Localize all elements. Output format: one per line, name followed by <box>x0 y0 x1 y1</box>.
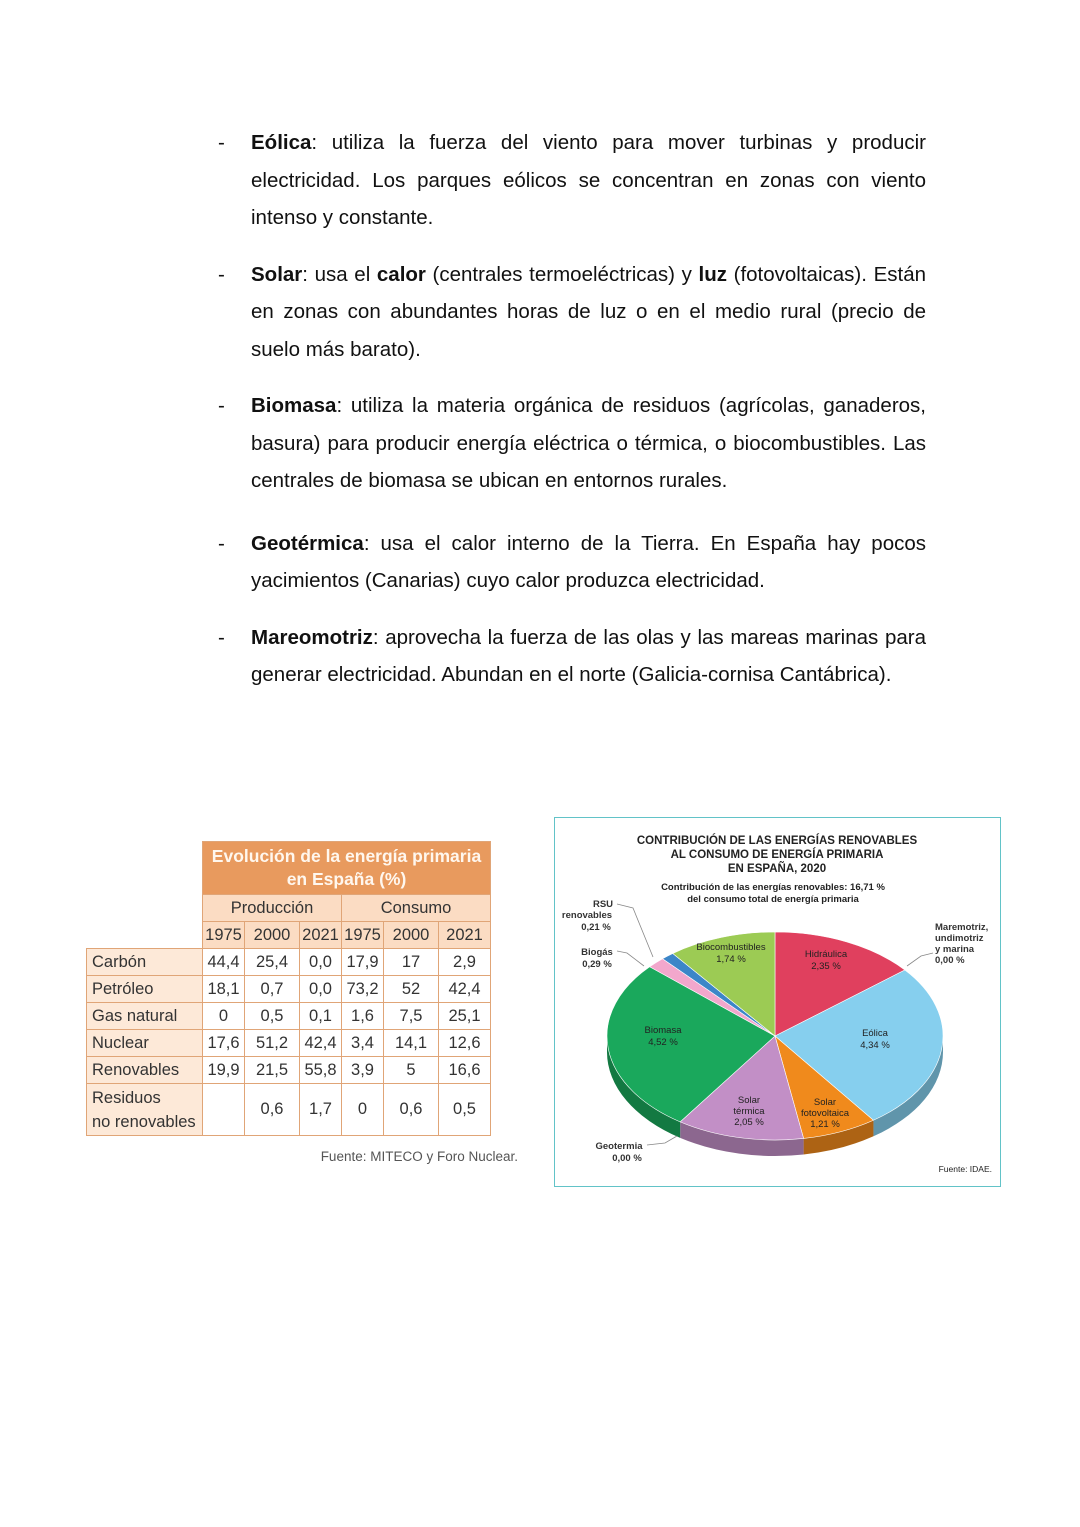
row-label: Petróleo <box>87 976 203 1003</box>
bullet-dash: - <box>218 531 225 555</box>
text-solar-a: : usa el <box>302 262 377 286</box>
table-cell: 21,5 <box>245 1057 300 1084</box>
chart-title-line1: CONTRIBUCIÓN DE LAS ENERGÍAS RENOVABLES <box>636 835 918 847</box>
table-cell: 0,0 <box>300 949 342 976</box>
table-row <box>87 1003 491 1030</box>
slice-label-name: renovables <box>561 910 613 921</box>
year-header: 2000 <box>384 922 439 949</box>
slice-label-value: 1,21 % <box>810 1119 840 1130</box>
table-cell: 25,1 <box>439 1003 491 1030</box>
text-solar-b: (centrales termoeléctricas) y <box>425 262 699 286</box>
row-label: Carbón <box>87 949 203 976</box>
table-cell: 0,6 <box>384 1084 439 1136</box>
slice-label-value: 0,21 % <box>581 922 611 933</box>
table-cell <box>203 1084 245 1136</box>
table-cell: 0,7 <box>245 976 300 1003</box>
table-cell: 1,6 <box>342 1003 384 1030</box>
slice-label-name: Solar <box>737 1095 761 1106</box>
list-item-geotermica <box>218 525 926 600</box>
table-cell: 7,5 <box>384 1003 439 1030</box>
table-corner <box>87 842 203 895</box>
row-label-line1: Residuos <box>92 1088 161 1107</box>
table-cell: 0,6 <box>245 1084 300 1136</box>
leader-line <box>617 951 644 966</box>
term-eolica: Eólica <box>251 131 312 154</box>
table-title <box>203 842 491 895</box>
table-row <box>87 949 491 976</box>
pie-chart <box>555 818 1000 1186</box>
table-cell: 44,4 <box>203 949 245 976</box>
slice-label-value: 2,35 % <box>811 961 841 972</box>
bullet-dash: - <box>218 394 225 417</box>
list-item-eolica <box>218 124 926 237</box>
energy-table-figure <box>86 841 526 1136</box>
table-cell: 52 <box>384 976 439 1003</box>
table-cell: 51,2 <box>245 1030 300 1057</box>
table-cell: 19,9 <box>203 1057 245 1084</box>
slice-label-name: Biogás <box>581 947 613 958</box>
slice-label-name: Hidráulica <box>804 949 848 960</box>
table-cell: 0,0 <box>300 976 342 1003</box>
chart-subtitle-line1: Contribución de las energías renovables: 16,71 % <box>661 882 885 893</box>
slice-label-name: Maremotriz, <box>935 922 989 933</box>
table-cell: 0,1 <box>300 1003 342 1030</box>
leader-line <box>617 904 653 957</box>
list-item-solar <box>218 256 926 369</box>
slice-label-name: y marina <box>935 944 975 955</box>
text-geotermica: : usa el calor interno de la Tierra. En España hay pocos yacimientos (Canarias) cuyo calor produzca electricidad. <box>251 531 926 592</box>
row-label: Renovables <box>87 1057 203 1084</box>
text-solar-c: (fotovoltaicas). Están en zonas con abundantes horas de luz o en el medio rural (precio de suelo más barato). <box>251 262 926 361</box>
table-cell: 2,9 <box>439 949 491 976</box>
slice-label-name: Geotermia <box>595 1141 643 1152</box>
table-cell: 25,4 <box>245 949 300 976</box>
table-source: Fuente: MITECO y Foro Nuclear. <box>320 1149 518 1164</box>
slice-label-name: undimotriz <box>935 933 984 944</box>
table-cell: 3,9 <box>342 1057 384 1084</box>
term-solar: Solar <box>251 262 303 286</box>
leader-line <box>647 1136 677 1145</box>
table-row <box>87 1030 491 1057</box>
table-row <box>87 976 491 1003</box>
table-cell: 3,4 <box>342 1030 384 1057</box>
slice-label-value: 1,74 % <box>716 954 746 965</box>
table-cell: 0 <box>342 1084 384 1136</box>
term-mareomotriz: Mareomotriz <box>251 625 373 649</box>
slice-label-value: 0,00 % <box>935 955 965 966</box>
chart-title-line3: EN ESPAÑA, 2020 <box>727 863 827 875</box>
table-row <box>87 1057 491 1084</box>
table-cell: 5 <box>384 1057 439 1084</box>
energy-table <box>86 841 491 1136</box>
slice-label-name: Biocombustibles <box>696 942 766 953</box>
table-corner <box>87 922 203 949</box>
year-header: 1975 <box>203 922 245 949</box>
bold-calor: calor <box>376 262 426 286</box>
bold-luz: luz <box>698 262 727 286</box>
text-eolica: : utiliza la fuerza del viento para mover turbinas y producir electricidad. Los parques eólicos se concentran en zonas con viento intenso y constante. <box>251 131 926 229</box>
table-cell: 18,1 <box>203 976 245 1003</box>
table-cell: 17,9 <box>342 949 384 976</box>
slice-label-name: térmica <box>733 1106 765 1117</box>
slice-label-value: 4,34 % <box>860 1040 890 1051</box>
slice-label-name: Solar <box>813 1097 837 1108</box>
year-header: 2021 <box>300 922 342 949</box>
term-geotermica: Geotérmica <box>251 531 364 555</box>
slice-label-value: 2,05 % <box>734 1117 764 1128</box>
table-corner <box>87 895 203 922</box>
table-cell: 1,7 <box>300 1084 342 1136</box>
table-title-line2: en España (%) <box>286 869 407 889</box>
bullet-dash: - <box>218 131 225 154</box>
table-cell: 12,6 <box>439 1030 491 1057</box>
slice-label-name: fotovoltaica <box>800 1108 850 1119</box>
chart-source: Fuente: IDAE. <box>938 1164 992 1174</box>
slice-label-value: 0,29 % <box>582 959 612 970</box>
slice-label-name: Biomasa <box>644 1025 682 1036</box>
table-cell: 55,8 <box>300 1057 342 1084</box>
group-header-production: Producción <box>203 895 342 922</box>
table-title-line1: Evolución de la energía primaria <box>211 846 482 866</box>
pie-chart-figure <box>554 817 1001 1187</box>
table-cell: 42,4 <box>300 1030 342 1057</box>
text-mareomotriz: : aprovecha la fuerza de las olas y las mareas marinas para generar electricidad. Abundan en el norte (Galicia-cornisa Cantábrica). <box>251 625 926 686</box>
chart-title-line2: AL CONSUMO DE ENERGÍA PRIMARIA <box>670 849 884 861</box>
bullet-list <box>218 124 926 694</box>
bullet-dash: - <box>218 625 225 649</box>
row-label-line2: no renovables <box>92 1112 196 1131</box>
text-biomasa: : utiliza la materia orgánica de residuos (agrícolas, ganaderos, basura) para producir energía eléctrica o térmica, o biocombustibles. Las centrales de biomasa se ubican en entornos rurales. <box>251 394 926 492</box>
slice-label-value: 0,00 % <box>612 1153 642 1164</box>
table-cell: 17,6 <box>203 1030 245 1057</box>
table-cell: 73,2 <box>342 976 384 1003</box>
leader-line <box>907 953 933 966</box>
table-cell: 16,6 <box>439 1057 491 1084</box>
row-label <box>87 1084 203 1136</box>
table-cell: 0,5 <box>439 1084 491 1136</box>
slice-label-value: 4,52 % <box>648 1037 678 1048</box>
slice-label-name: Eólica <box>862 1028 888 1039</box>
row-label: Gas natural <box>87 1003 203 1030</box>
list-item-biomasa <box>218 387 926 500</box>
table-cell: 0,5 <box>245 1003 300 1030</box>
group-header-consumption: Consumo <box>342 895 491 922</box>
year-header: 2000 <box>245 922 300 949</box>
table-cell: 42,4 <box>439 976 491 1003</box>
term-biomasa: Biomasa <box>251 394 337 417</box>
table-cell: 0 <box>203 1003 245 1030</box>
row-label: Nuclear <box>87 1030 203 1057</box>
table-row <box>87 1084 491 1136</box>
slice-label-name: RSU <box>592 899 614 910</box>
table-cell: 17 <box>384 949 439 976</box>
table-cell: 14,1 <box>384 1030 439 1057</box>
bullet-dash: - <box>218 262 225 286</box>
chart-subtitle-line2: del consumo total de energía primaria <box>687 894 859 905</box>
year-header: 1975 <box>342 922 384 949</box>
list-item-mareomotriz <box>218 619 926 694</box>
year-header: 2021 <box>439 922 491 949</box>
